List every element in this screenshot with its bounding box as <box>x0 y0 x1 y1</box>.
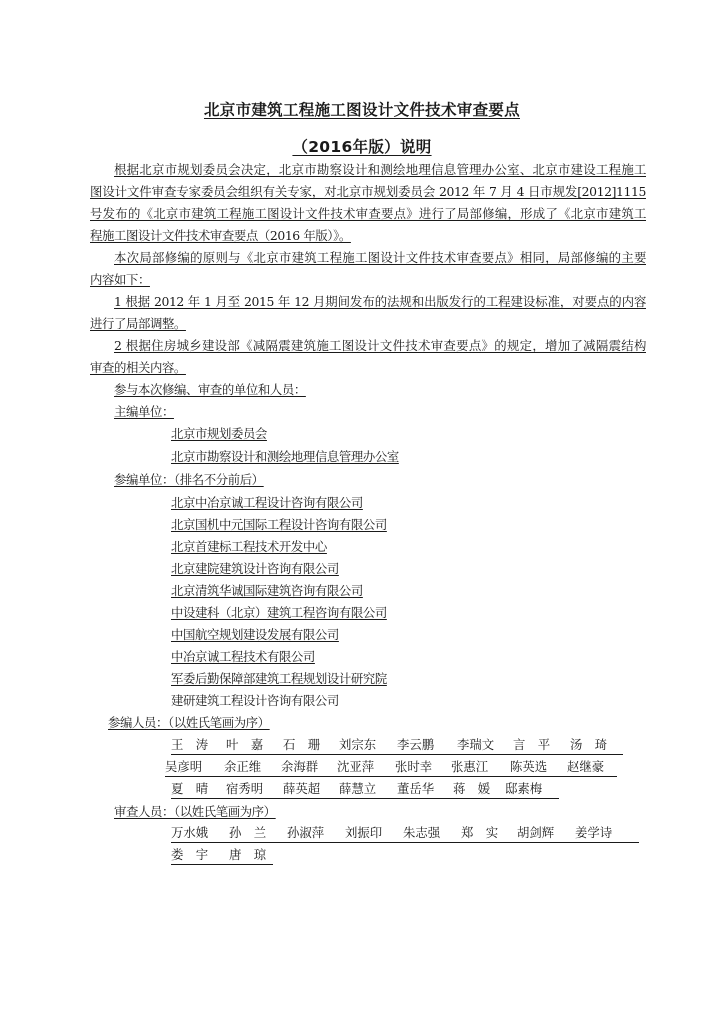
participating-people-row-3 <box>171 780 559 799</box>
intro-p3-line1: 1 根据 2012 年 1 月至 2015 年 12 月期间发布的法规和出版发行的工程建设标准，对要点的内容 <box>114 294 646 309</box>
person-name: 娄 宇 <box>171 847 209 862</box>
chief-units-label: 主编单位： <box>114 404 174 419</box>
intro-p2-line2: 内容如下： <box>90 272 150 287</box>
person-name: 王 涛 <box>171 737 209 752</box>
person-name: 薛慧立 <box>339 781 377 796</box>
participating-unit-item: 北京建院建筑设计咨询有限公司 <box>171 561 339 576</box>
person-name: 万水娥 <box>171 825 209 840</box>
review-people-row-1 <box>171 824 639 843</box>
person-name: 郑 实 <box>461 825 499 840</box>
person-name: 刘振印 <box>345 825 383 840</box>
person-name: 宿秀明 <box>226 781 264 796</box>
participating-unit-item: 北京中冶京诚工程设计咨询有限公司 <box>171 495 363 510</box>
person-name: 唐 琼 <box>229 847 267 862</box>
person-name: 言 平 <box>513 737 551 752</box>
participating-unit-item: 北京首建标工程技术开发中心 <box>171 539 327 554</box>
person-name: 余海群 <box>281 759 319 774</box>
person-name: 胡剑辉 <box>517 825 555 840</box>
person-name: 邸素梅 <box>505 781 543 796</box>
participating-people-row-2 <box>165 758 617 777</box>
participating-units-label: 参编单位：（排名不分前后） <box>114 472 264 487</box>
intro-p1-line3: 号发布的《北京市建筑工程施工图设计文件技术审查要点》进行了局部修编，形成了《北京市建筑工 <box>90 206 646 221</box>
participating-unit-item: 中设建科（北京）建筑工程咨询有限公司 <box>171 605 387 620</box>
chief-unit-item: 北京市勘察设计和测绘地理信息管理办公室 <box>171 449 399 464</box>
person-name: 孙 兰 <box>229 825 267 840</box>
person-name: 姜学诗 <box>575 825 613 840</box>
participating-people-row-1 <box>171 736 623 755</box>
person-name: 朱志强 <box>403 825 441 840</box>
person-name: 赵继豪 <box>567 759 605 774</box>
intro-p4-line2: 审查的相关内容。 <box>90 360 186 375</box>
participating-unit-item: 北京国机中元国际工程设计咨询有限公司 <box>171 517 387 532</box>
review-people-row-2 <box>171 846 273 865</box>
person-name: 余正维 <box>224 759 262 774</box>
person-name: 蒋 媛 <box>453 781 491 796</box>
participating-people-label: 参编人员：（以姓氏笔画为序） <box>108 715 270 730</box>
person-name: 孙淑萍 <box>287 825 325 840</box>
chief-unit-item: 北京市规划委员会 <box>171 426 267 441</box>
intro-p3-line2: 进行了局部调整。 <box>90 316 186 331</box>
document-title: 北京市建筑工程施工图设计文件技术审查要点 <box>203 101 520 119</box>
person-name: 沈亚萍 <box>337 759 375 774</box>
intro-p1-line2: 图设计文件审查专家委员会组织有关专家，对北京市规划委员会 2012 年 7 月 4 日市规发[2012]1115 <box>90 184 646 199</box>
person-name: 张惠江 <box>451 759 489 774</box>
person-name: 吴彦明 <box>165 759 203 774</box>
intro-p4-line1: 2 根据住房城乡建设部《减隔震建筑施工图设计文件技术审查要点》的规定，增加了减隔震结构 <box>114 338 646 353</box>
person-name: 李瑞文 <box>457 737 495 752</box>
person-name: 石 珊 <box>283 737 321 752</box>
review-people-label: 审查人员：（以姓氏笔画为序） <box>114 804 276 819</box>
person-name: 李云鹏 <box>397 737 435 752</box>
intro-p2-line1: 本次局部修编的原则与《北京市建筑工程施工图设计文件技术审查要点》相同，局部修编的主要 <box>114 250 646 265</box>
participating-unit-item: 建研建筑工程设计咨询有限公司 <box>171 693 339 708</box>
intro-p5: 参与本次修编、审查的单位和人员： <box>114 382 306 397</box>
intro-p1-line4: 程施工图设计文件技术审查要点（2016 年版）》。 <box>90 228 351 243</box>
person-name: 张时幸 <box>395 759 433 774</box>
person-name: 夏 晴 <box>171 781 209 796</box>
person-name: 陈英选 <box>510 759 548 774</box>
participating-unit-item: 中冶京诚工程技术有限公司 <box>171 649 315 664</box>
person-name: 董岳华 <box>397 781 435 796</box>
participating-unit-item: 军委后勤保障部建筑工程规划设计研究院 <box>171 671 387 686</box>
intro-p1-line1: 根据北京市规划委员会决定，北京市勘察设计和测绘地理信息管理办公室、北京市建设工程施工 <box>114 162 646 177</box>
document-subtitle: （2016年版）说明 <box>292 138 432 156</box>
person-name: 汤 琦 <box>570 737 608 752</box>
person-name: 薛英超 <box>283 781 321 796</box>
participating-unit-item: 中国航空规划建设发展有限公司 <box>171 627 339 642</box>
person-name: 刘宗东 <box>339 737 377 752</box>
participating-unit-item: 北京清筑华诚国际建筑咨询有限公司 <box>171 583 363 598</box>
person-name: 叶 嘉 <box>226 737 264 752</box>
